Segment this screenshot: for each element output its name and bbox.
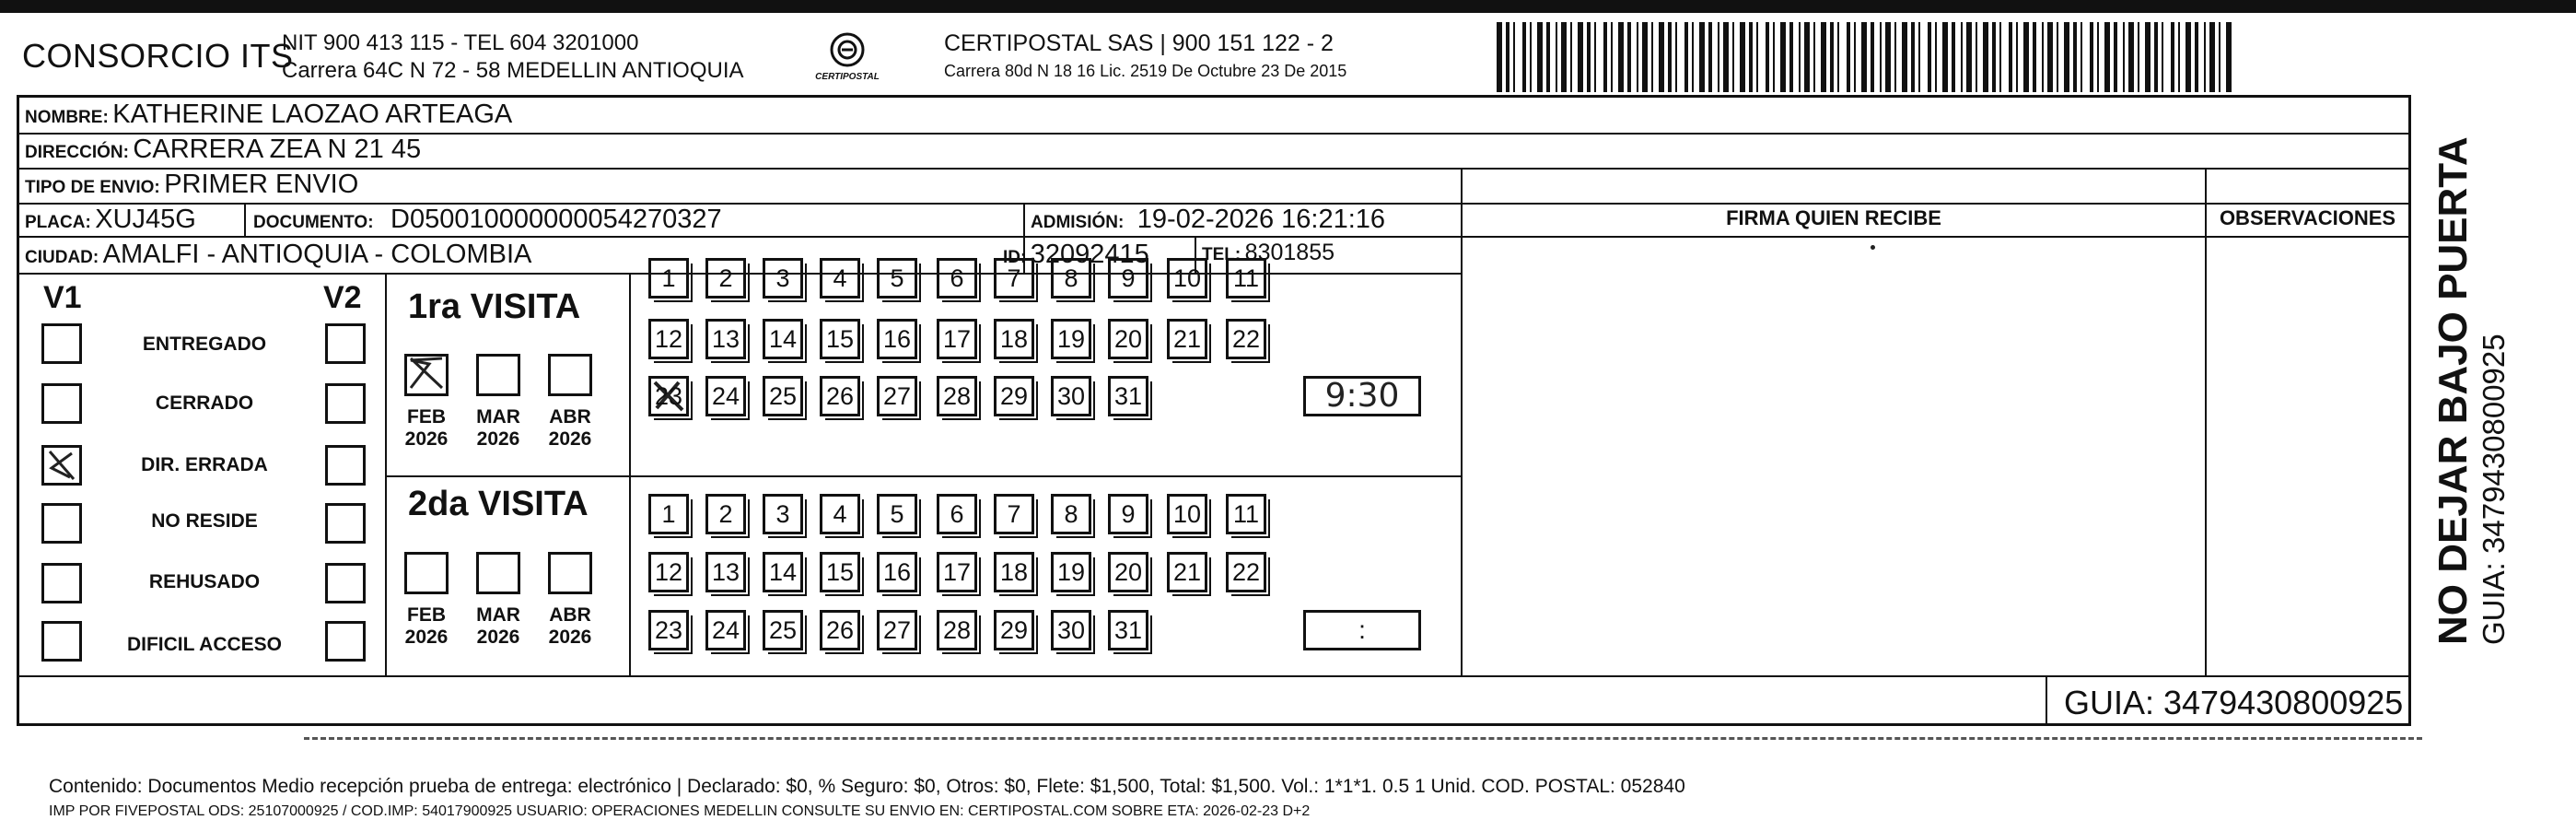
logo-text: CERTIPOSTAL xyxy=(815,72,880,82)
v1-no-reside-checkbox[interactable] xyxy=(41,503,82,544)
visit-2-month-feb-box[interactable] xyxy=(404,552,449,594)
barcode-bar xyxy=(2186,22,2191,92)
barcode-bar xyxy=(2047,22,2053,92)
barcode-bar xyxy=(1976,22,1977,92)
v2-no-reside-checkbox[interactable] xyxy=(325,503,366,544)
barcode-bar xyxy=(2162,22,2163,92)
barcode-bar xyxy=(1992,22,1996,92)
barcode-bar xyxy=(1894,22,1896,92)
visit-2-day-18[interactable]: 18 xyxy=(994,552,1034,592)
barcode-bar xyxy=(1668,22,1672,92)
barcode-bar xyxy=(2033,22,2036,92)
status-label-cerrado: CERRADO xyxy=(155,392,254,414)
barcode-bar xyxy=(1999,22,2001,92)
barcode-bar xyxy=(2114,22,2117,92)
barcode-bar xyxy=(2128,22,2134,92)
visit-1-month-mar-box[interactable] xyxy=(476,354,520,396)
observaciones-header: OBSERVACIONES xyxy=(2219,206,2396,229)
visit-2-time-box[interactable] xyxy=(1303,610,1421,650)
barcode-bar xyxy=(1847,22,1850,92)
barcode-bar xyxy=(1618,22,1624,92)
barcode-bar xyxy=(1961,22,1963,92)
barcode-bar xyxy=(1699,22,1705,92)
visit-1-day-21[interactable]: 21 xyxy=(1167,319,1207,359)
visit-1-day-27[interactable]: 27 xyxy=(877,376,917,416)
visit-2-day-6[interactable]: 6 xyxy=(937,494,977,534)
barcode-bar xyxy=(1756,22,1758,92)
barcode-bar xyxy=(1966,22,1972,92)
visit-2-day-9[interactable]: 9 xyxy=(1108,494,1148,534)
direccion-row xyxy=(25,135,421,165)
barcode-bar xyxy=(1871,22,1874,92)
barcode-bar xyxy=(1780,22,1786,92)
barcode-bar xyxy=(1603,22,1607,92)
barcode-bar xyxy=(1861,22,1867,92)
ciudad-value: AMALFI - ANTIOQUIA - COLOMBIA xyxy=(102,240,532,269)
visit-2-day-28[interactable]: 28 xyxy=(937,610,977,650)
placa-value: XUJ45G xyxy=(95,205,196,234)
barcode-bar xyxy=(1749,22,1753,92)
barcode-bar xyxy=(1837,22,1839,92)
visit-1-day-8[interactable]: 8 xyxy=(1051,258,1091,299)
barcode-bar xyxy=(1627,22,1631,92)
barcode-bar xyxy=(1740,22,1745,92)
barcode-bar xyxy=(2023,22,2029,92)
visit-1-day-24[interactable]: 24 xyxy=(705,376,746,416)
visit-2-day-27[interactable]: 27 xyxy=(877,610,917,650)
barcode-bar xyxy=(1675,22,1677,92)
barcode-bar xyxy=(1537,22,1543,92)
barcode-bar xyxy=(1854,22,1856,92)
barcode-bar xyxy=(2097,22,2099,92)
barcode-bar xyxy=(1799,22,1801,92)
visit-1-day-5[interactable]: 5 xyxy=(877,258,917,299)
visit-1-month-abr-box[interactable] xyxy=(548,354,592,396)
shipping-form xyxy=(17,95,2411,819)
guia-number: GUIA: 3479430800925 xyxy=(2064,684,2404,721)
visit-1-day-25[interactable]: 25 xyxy=(763,376,803,416)
barcode-bar xyxy=(2204,22,2206,92)
barcode-bar xyxy=(1718,22,1719,92)
visit-1-day-13[interactable]: 13 xyxy=(705,319,746,359)
visit-1-day-23[interactable] xyxy=(648,376,689,416)
visit-1-day-11[interactable]: 11 xyxy=(1226,258,1266,299)
status-label-rehusado: REHUSADO xyxy=(148,571,261,592)
visit-2-day-4[interactable]: 4 xyxy=(820,494,860,534)
barcode-bar xyxy=(2145,22,2151,92)
barcode-bar xyxy=(1902,22,1907,92)
barcode-bar xyxy=(1594,22,1596,92)
visit-2-day-29[interactable]: 29 xyxy=(994,610,1034,650)
barcode-bar xyxy=(2073,22,2077,92)
barcode-bar xyxy=(1506,22,1509,92)
barcode-bar xyxy=(1942,22,1948,92)
v1-dificil-acceso-checkbox[interactable] xyxy=(41,621,82,662)
barcode-bar xyxy=(1684,22,1688,92)
barcode-bar xyxy=(2226,22,2232,92)
day-number: 23 xyxy=(654,382,683,410)
barcode-bar xyxy=(2064,22,2069,92)
visit-1-day-30[interactable]: 30 xyxy=(1051,376,1091,416)
direccion-value: CARRERA ZEA N 21 45 xyxy=(133,135,422,164)
barcode-bar xyxy=(2171,22,2174,92)
admision-value: 19-02-2026 16:21:16 xyxy=(1136,205,1386,234)
barcode-bar xyxy=(1830,22,1834,92)
id-value: 32092415 xyxy=(1030,240,1149,269)
visit-1-month-feb-label: FEB 2026 xyxy=(404,406,449,450)
documento-value: D050010000000054270327 xyxy=(390,205,722,234)
placa-label: PLACA: xyxy=(25,213,91,232)
barcode-bar xyxy=(2178,22,2180,92)
visit-2-day-12[interactable]: 12 xyxy=(648,552,689,592)
v1-entregado-checkbox[interactable] xyxy=(41,323,82,364)
barcode-bar xyxy=(1918,22,1920,92)
visit-2-day-1[interactable]: 1 xyxy=(648,494,689,534)
status-label-no-reside: NO RESIDE xyxy=(151,510,258,532)
barcode-bar xyxy=(1766,22,1769,92)
barcode-bar xyxy=(1651,22,1653,92)
barcode-bar xyxy=(1983,22,1988,92)
visit-2-day-14[interactable]: 14 xyxy=(763,552,803,592)
barcode-bar xyxy=(1513,22,1515,92)
visit-1-day-12[interactable]: 12 xyxy=(648,319,689,359)
v2-dir-errada-checkbox[interactable] xyxy=(325,445,366,486)
admision-cell xyxy=(1031,205,1385,235)
barcode-bar xyxy=(2209,22,2215,92)
barcode-bar xyxy=(1952,22,1955,92)
side-guia-number: GUIA: 3479430800925 xyxy=(2477,334,2511,645)
v1-rehusado-checkbox[interactable] xyxy=(41,563,82,603)
visit-1-day-4[interactable]: 4 xyxy=(820,258,860,299)
tipo-envio-value: PRIMER ENVIO xyxy=(164,170,359,199)
visit-2-day-31[interactable]: 31 xyxy=(1108,610,1148,650)
barcode-bar xyxy=(1637,22,1638,92)
barcode-bar xyxy=(1561,22,1567,92)
barcode-bar xyxy=(1611,22,1613,92)
visit-1-day-15[interactable]: 15 xyxy=(820,319,860,359)
visit-2-day-3[interactable]: 3 xyxy=(763,494,803,534)
barcode-bar xyxy=(1692,22,1694,92)
company-name: CONSORCIO ITS xyxy=(22,37,294,75)
visit-2-day-26[interactable]: 26 xyxy=(820,610,860,650)
visit-1-day-22[interactable]: 22 xyxy=(1226,319,1266,359)
visit-1-day-31[interactable]: 31 xyxy=(1108,376,1148,416)
visit-2-day-25[interactable]: 25 xyxy=(763,610,803,650)
visit-1-day-6[interactable]: 6 xyxy=(937,258,977,299)
barcode-bar xyxy=(1570,22,1572,92)
company-info xyxy=(282,29,744,85)
no-dejar-bajo-puerta: NO DEJAR BAJO PUERTA xyxy=(2430,136,2476,645)
visit-1-day-14[interactable]: 14 xyxy=(763,319,803,359)
visit-1-day-2[interactable]: 2 xyxy=(705,258,746,299)
barcode-bar xyxy=(2042,22,2044,92)
documento-cell xyxy=(253,205,722,235)
nit-line: NIT 900 413 115 - TEL 604 3201000 xyxy=(282,30,639,55)
visit-1-day-10[interactable]: 10 xyxy=(1167,258,1207,299)
visit-2-day-10[interactable]: 10 xyxy=(1167,494,1207,534)
visit-1-day-20[interactable]: 20 xyxy=(1108,319,1148,359)
visit-1-day-29[interactable]: 29 xyxy=(994,376,1034,416)
nombre-row xyxy=(25,100,512,130)
nombre-value: KATHERINE LAOZAO ARTEAGA xyxy=(112,100,513,129)
direccion-label: DIRECCIÓN: xyxy=(25,143,129,162)
visit-2-day-8[interactable]: 8 xyxy=(1051,494,1091,534)
barcode-bar xyxy=(2154,22,2158,92)
barcode-bar xyxy=(1813,22,1815,92)
v1-cerrado-checkbox[interactable] xyxy=(41,383,82,424)
barcode-bar xyxy=(2009,22,2012,92)
visit-1-time-box[interactable] xyxy=(1303,376,1421,416)
ciudad-cell xyxy=(25,240,531,270)
v1-header: V1 xyxy=(43,280,82,315)
visit-2-time-value: : xyxy=(1358,615,1366,644)
barcode-bar xyxy=(1708,22,1712,92)
barcode-bar xyxy=(1935,22,1937,92)
visit-1-day-9[interactable]: 9 xyxy=(1108,258,1148,299)
address-line: Carrera 64C N 72 - 58 MEDELLIN ANTIOQUIA xyxy=(282,58,744,83)
barcode-bar xyxy=(1911,22,1915,92)
visit-1-day-17[interactable]: 17 xyxy=(937,319,977,359)
visit-2-day-2[interactable]: 2 xyxy=(705,494,746,534)
tel-value: 8301855 xyxy=(1244,240,1335,265)
visit-2-month-mar-label: MAR 2026 xyxy=(476,604,520,648)
visit-2-day-11[interactable]: 11 xyxy=(1226,494,1266,534)
tipo-envio-label: TIPO DE ENVIO: xyxy=(25,178,160,197)
ink-dot xyxy=(1871,245,1875,250)
status-label-dificil-acceso: DIFICIL ACCESO xyxy=(126,634,282,655)
visit-2-day-24[interactable]: 24 xyxy=(705,610,746,650)
nombre-label: NOMBRE: xyxy=(25,108,109,127)
carrier-info xyxy=(944,29,1346,85)
imp-line: IMP POR FIVEPOSTAL ODS: 25107000925 / COD.IMP: 54017900925 USUARIO: OPERACIONES MEDELLIN CONSULTE SU ENVIO EN: CERTIPOSTAL.COM SOBRE ETA: 2026-02-23 D+2 xyxy=(49,803,1311,819)
barcode-bar xyxy=(2104,22,2110,92)
v2-rehusado-checkbox[interactable] xyxy=(325,563,366,603)
barcode-bar xyxy=(1587,22,1591,92)
barcode-bar xyxy=(1723,22,1729,92)
visit-1-day-28[interactable]: 28 xyxy=(937,376,977,416)
barcode-bar xyxy=(1732,22,1734,92)
visit-1-day-18[interactable]: 18 xyxy=(994,319,1034,359)
visit-2-title: 2da VISITA xyxy=(408,485,589,523)
tel-label: TEL: xyxy=(1202,245,1241,264)
visit-2-day-17[interactable]: 17 xyxy=(937,552,977,592)
barcode-bar xyxy=(1556,22,1557,92)
visit-2-day-5[interactable]: 5 xyxy=(877,494,917,534)
visit-2-day-7[interactable]: 7 xyxy=(994,494,1034,534)
v2-dificil-acceso-checkbox[interactable] xyxy=(325,621,366,662)
visit-1-month-feb-box[interactable] xyxy=(404,354,449,396)
barcode-bar xyxy=(1530,22,1532,92)
visit-2-month-abr-label: ABR 2026 xyxy=(548,604,592,648)
visit-1-time-value: 9:30 xyxy=(1324,377,1400,415)
visit-2-day-20[interactable]: 20 xyxy=(1108,552,1148,592)
visit-1-month-mar-label: MAR 2026 xyxy=(476,406,520,450)
barcode-bar xyxy=(1885,22,1891,92)
barcode-bar xyxy=(2138,22,2139,92)
certipostal-logo xyxy=(810,28,884,92)
status-label-entregado: ENTREGADO xyxy=(142,334,267,355)
status-label-dir-errada: DIR. ERRADA xyxy=(141,454,268,475)
barcode-bar xyxy=(2195,22,2198,92)
side-notice xyxy=(2431,55,2512,645)
visit-2-day-21[interactable]: 21 xyxy=(1167,552,1207,592)
tear-line xyxy=(304,737,2422,744)
tel-cell xyxy=(1202,240,1335,266)
barcode-bar xyxy=(1789,22,1793,92)
top-border xyxy=(0,0,2576,13)
visit-1-day-16[interactable]: 16 xyxy=(877,319,917,359)
placa-cell xyxy=(25,205,196,235)
v2-cerrado-checkbox[interactable] xyxy=(325,383,366,424)
barcode-bar xyxy=(2057,22,2058,92)
barcode-bar xyxy=(1546,22,1550,92)
carrier-address: Carrera 80d N 18 16 Lic. 2519 De Octubre 23 De 2015 xyxy=(944,62,1347,80)
barcode-bar xyxy=(1773,22,1775,92)
visit-1-month-abr-label: ABR 2026 xyxy=(548,406,592,450)
barcode-bar xyxy=(1659,22,1664,92)
barcode-bar xyxy=(1821,22,1826,92)
contenido-line: Contenido: Documentos Medio recepción prueba de entrega: electrónico | Declarado: $0, % Seguro: $0, Otros: $0, Flete: $1,500, Total: $1,500. Vol.: 1*1*1. 0.5 1 Unid. COD. POSTAL: 052840 xyxy=(49,776,1685,797)
visit-1-title: 1ra VISITA xyxy=(408,287,581,326)
id-label: ID: xyxy=(1003,248,1027,267)
barcode-bar xyxy=(1880,22,1882,92)
visit-2-day-13[interactable]: 13 xyxy=(705,552,746,592)
v2-header: V2 xyxy=(323,280,362,315)
visit-2-month-feb-label: FEB 2026 xyxy=(404,604,449,648)
barcode-bar xyxy=(2123,22,2125,92)
visit-2-month-mar-box[interactable] xyxy=(476,552,520,594)
barcode-bar xyxy=(1578,22,1583,92)
barcode-bar xyxy=(2090,22,2093,92)
visit-2-day-23[interactable]: 23 xyxy=(648,610,689,650)
visit-2-day-19[interactable]: 19 xyxy=(1051,552,1091,592)
barcode-bar xyxy=(2081,22,2082,92)
visit-1-day-19[interactable]: 19 xyxy=(1051,319,1091,359)
barcode-bar xyxy=(1522,22,1526,92)
firma-header: FIRMA QUIEN RECIBE xyxy=(1726,206,1941,229)
barcode-bar xyxy=(1642,22,1648,92)
visit-2-day-30[interactable]: 30 xyxy=(1051,610,1091,650)
v2-entregado-checkbox[interactable] xyxy=(325,323,366,364)
barcode-bar xyxy=(2219,22,2220,92)
barcode-bar xyxy=(1804,22,1810,92)
visit-2-day-22[interactable]: 22 xyxy=(1226,552,1266,592)
visit-2-day-16[interactable]: 16 xyxy=(877,552,917,592)
visit-1-day-1[interactable]: 1 xyxy=(648,258,689,299)
barcode-bar xyxy=(2016,22,2018,92)
tipo-envio-row xyxy=(25,170,358,200)
visit-1-day-26[interactable]: 26 xyxy=(820,376,860,416)
visit-1-day-7[interactable]: 7 xyxy=(994,258,1034,299)
admision-label: ADMISIÓN: xyxy=(1031,213,1125,232)
barcode-bar xyxy=(1928,22,1931,92)
barcode-bar xyxy=(1497,22,1502,92)
visit-2-day-15[interactable]: 15 xyxy=(820,552,860,592)
barcode xyxy=(1497,22,2233,92)
v1-dir-errada-checkbox[interactable] xyxy=(41,445,82,486)
ciudad-label: CIUDAD: xyxy=(25,248,99,267)
documento-label: DOCUMENTO: xyxy=(253,213,374,232)
carrier-line: CERTIPOSTAL SAS | 900 151 122 - 2 xyxy=(944,30,1334,56)
visit-2-month-abr-box[interactable] xyxy=(548,552,592,594)
visit-1-day-3[interactable]: 3 xyxy=(763,258,803,299)
